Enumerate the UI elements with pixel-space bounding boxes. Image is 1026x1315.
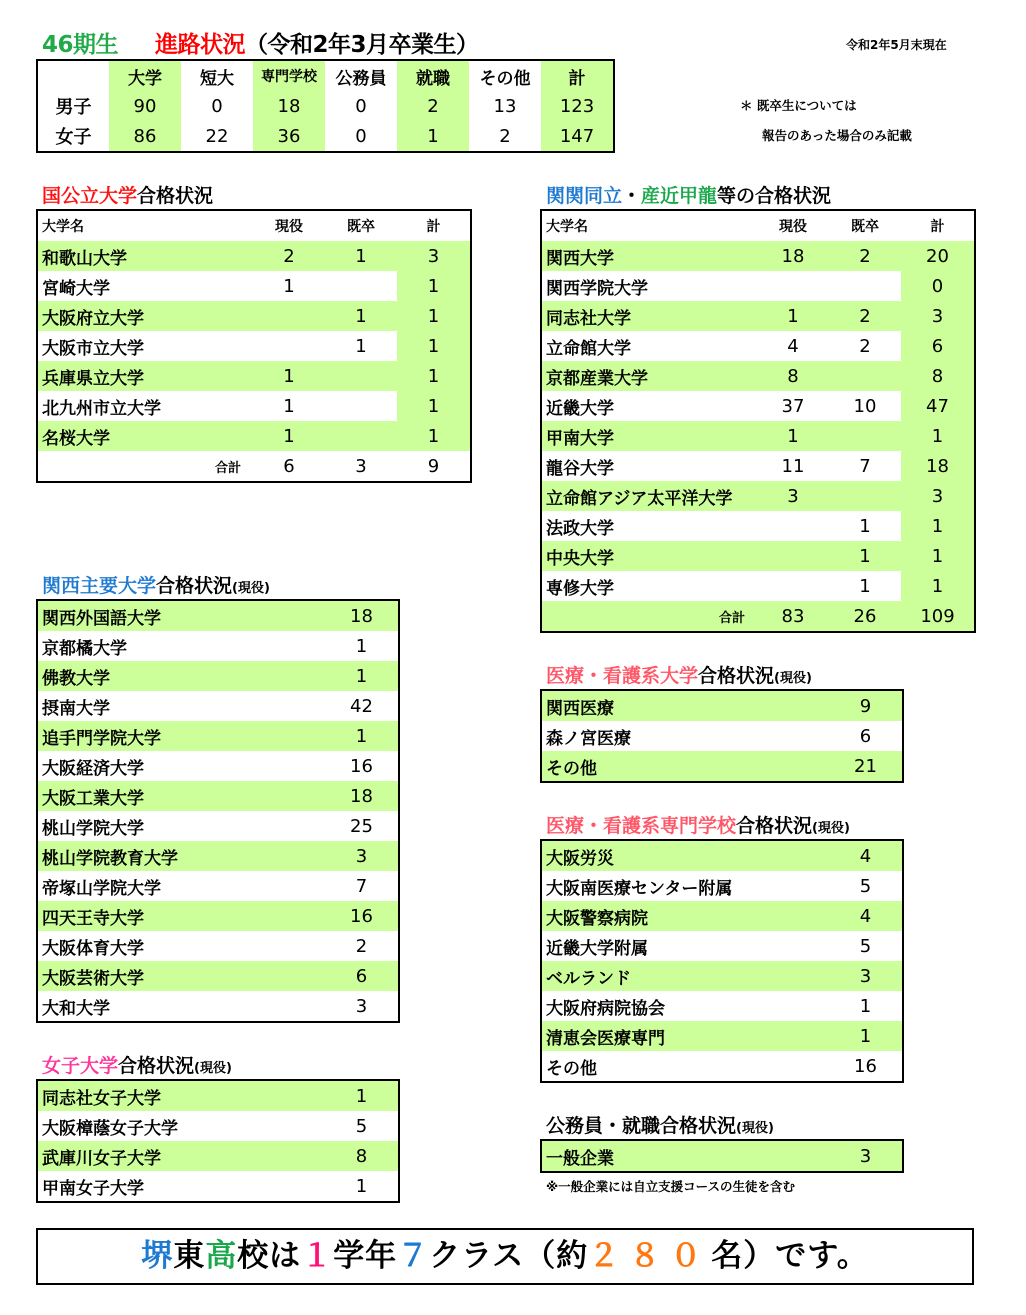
graduate-count [325, 391, 397, 421]
kansai-title-colored: 関西主要大学 [42, 575, 157, 597]
item-name: 佛教大学 [37, 661, 325, 691]
table-row [37, 241, 471, 271]
item-name: 同志社女子大学 [37, 1080, 325, 1111]
current-count [757, 511, 829, 541]
cell: 90 [109, 91, 181, 121]
item-count: 1 [829, 1021, 903, 1051]
current-count [253, 331, 325, 361]
item-count: 1 [859, 995, 872, 1017]
item-name: 摂南大学 [42, 698, 110, 719]
item-name: その他 [546, 1058, 597, 1079]
graduate-note-line2: 報告のあった場合のみ記載 [762, 128, 912, 143]
employment-title-sub: (現役) [736, 1121, 774, 1136]
current-count: 1 [283, 275, 295, 297]
university-name: 和歌山大学 [37, 241, 253, 271]
graduate-count [829, 481, 901, 511]
footer-class-count: ７ [397, 1238, 430, 1274]
university-name: 法政大学 [546, 518, 614, 539]
university-name: 専修大学 [546, 578, 614, 599]
item-count: 1 [355, 1175, 368, 1197]
university-name: 関西学院大学 [546, 278, 648, 299]
university-name: 名桜大学 [37, 421, 253, 451]
table-row [541, 481, 975, 511]
item-count: 1 [355, 635, 368, 657]
item-count: 9 [829, 690, 903, 721]
table-row [541, 331, 975, 361]
footer-text: 高 [205, 1238, 238, 1274]
current-count: 1 [253, 361, 325, 391]
medical-univ-table [540, 689, 904, 783]
item-count: 2 [355, 935, 368, 957]
graduate-count: 2 [829, 241, 901, 271]
total-count: 1 [901, 571, 975, 601]
kankan-title-green: 産近甲龍 [641, 185, 718, 207]
item-name: 関西外国語大学 [37, 600, 325, 631]
current-count: 18 [757, 241, 829, 271]
total-count: 0 [901, 271, 975, 301]
table-row [37, 1141, 399, 1171]
table-row [541, 1021, 903, 1051]
total-graduate: 3 [355, 455, 367, 477]
employment-table [540, 1139, 904, 1173]
university-name: 関西大学 [541, 241, 757, 271]
footer-text: 堺 [141, 1238, 174, 1274]
table-row [541, 241, 975, 271]
table-row [37, 421, 471, 451]
table-row [37, 600, 399, 631]
university-name: 北九州市立大学 [42, 398, 161, 419]
graduate-count: 7 [859, 455, 871, 477]
grand-total: 9 [427, 455, 440, 477]
kansai-title-rest: 合格状況 [156, 575, 233, 597]
graduate-count: 2 [829, 301, 901, 331]
table-row [541, 571, 975, 601]
item-count: 1 [325, 1080, 399, 1111]
as-of-date: 令和2年5月末現在 [846, 38, 947, 52]
medical-univ-title-sub: (現役) [774, 671, 812, 686]
current-count: 3 [757, 481, 829, 511]
item-count: 8 [325, 1141, 399, 1171]
current-count: 1 [253, 421, 325, 451]
item-name: 大和大学 [42, 998, 110, 1019]
medical-school-section-title [546, 814, 850, 841]
col-total: 計 [541, 60, 614, 91]
table-row [37, 751, 399, 781]
medical-univ-section-title [546, 664, 812, 691]
kansai-major-table [36, 599, 400, 1023]
footer-text: 校は [237, 1238, 302, 1274]
total-count: 1 [901, 421, 975, 451]
item-name: 大阪体育大学 [42, 938, 144, 959]
university-name: 立命館アジア太平洋大学 [541, 481, 757, 511]
table-row [37, 1080, 399, 1111]
total-count: 1 [397, 421, 471, 451]
graduate-count [325, 421, 397, 451]
col-junior-college: 短大 [200, 68, 234, 89]
item-count: 16 [325, 901, 399, 931]
current-count: 8 [757, 361, 829, 391]
total-count: 1 [397, 331, 471, 361]
table-row [541, 391, 975, 421]
table-row [541, 421, 975, 451]
cell: 18 [253, 91, 325, 121]
item-name: 甲南女子大学 [42, 1178, 144, 1199]
national-table [36, 209, 472, 483]
header-graduate: 既卒 [851, 219, 879, 235]
item-count: 5 [859, 875, 872, 897]
total-label: 合計 [541, 601, 757, 632]
footer-text: 学年 [333, 1238, 398, 1274]
total-count: 1 [397, 361, 471, 391]
table-row [541, 961, 903, 991]
item-name: 武庫川女子大学 [37, 1141, 325, 1171]
item-count: 3 [829, 1140, 903, 1172]
header-name: 大学名 [42, 219, 84, 235]
current-count: 1 [757, 301, 829, 331]
total-count: 6 [901, 331, 975, 361]
item-name: 森ノ宮医療 [546, 728, 631, 749]
item-name: 大阪府病院協会 [546, 998, 665, 1019]
table-row [541, 361, 975, 391]
table-row [37, 661, 399, 691]
row-label: 男子 [55, 97, 92, 118]
kankan-title-sep: ・ [622, 185, 642, 207]
kansai-major-section-title [42, 574, 270, 601]
cell: 2 [499, 125, 511, 147]
table-row [37, 1111, 399, 1141]
title-sub: （令和2年3月卒業生） [245, 32, 479, 58]
medical-school-table [540, 839, 904, 1083]
table-row [37, 961, 399, 991]
national-title-rest: 合格状況 [137, 185, 214, 207]
table-row [37, 301, 471, 331]
table-row [541, 931, 903, 961]
graduate-count: 2 [859, 335, 871, 357]
womens-title-sub: (現役) [194, 1061, 232, 1076]
table-row [37, 781, 399, 811]
cell: 0 [211, 95, 223, 117]
item-name: 大阪南医療センター附属 [546, 878, 733, 899]
item-count: 3 [325, 841, 399, 871]
table-row [37, 931, 399, 961]
item-name: その他 [541, 751, 829, 782]
item-name: 京都橘大学 [42, 638, 127, 659]
cell: 147 [541, 121, 614, 152]
cohort-label: 46期生 [42, 32, 119, 58]
item-name: 関西医療 [541, 690, 829, 721]
total-count: 3 [397, 241, 471, 271]
total-count: 1 [901, 541, 975, 571]
kankan-title-rest: 等の合格状況 [717, 185, 832, 207]
col-employment: 就職 [397, 60, 469, 91]
total-row [37, 451, 471, 482]
university-name: 宮崎大学 [42, 278, 110, 299]
item-name: 追手門学院大学 [37, 721, 325, 751]
table-row [541, 271, 975, 301]
kankan-table [540, 209, 976, 633]
table-row [541, 690, 903, 721]
current-count: 2 [253, 241, 325, 271]
item-name: 桃山学院教育大学 [37, 841, 325, 871]
cell: 0 [355, 125, 367, 147]
university-name: 甲南大学 [541, 421, 757, 451]
summary-header-row [37, 60, 614, 91]
header-total: 計 [930, 219, 945, 235]
graduate-count [829, 361, 901, 391]
table-row [37, 271, 471, 301]
item-name: 大阪樟蔭女子大学 [42, 1118, 178, 1139]
row-label: 女子 [55, 127, 92, 148]
total-count: 1 [397, 391, 471, 421]
total-label: 合計 [214, 460, 241, 476]
graduate-count [829, 421, 901, 451]
medical-univ-title-rest: 合格状況 [698, 665, 775, 687]
total-count: 18 [901, 451, 975, 481]
footer-student-count: ２８０ [588, 1238, 712, 1274]
col-other: その他 [479, 68, 531, 89]
medical-school-title-sub: (現役) [812, 821, 850, 836]
item-count: 1 [325, 661, 399, 691]
table-row [37, 991, 399, 1022]
kankan-section-title [546, 184, 831, 208]
item-count: 42 [350, 695, 373, 717]
item-name: 一般企業 [541, 1140, 829, 1172]
table-row [541, 1051, 903, 1082]
col-university: 大学 [109, 60, 181, 91]
graduate-count: 1 [355, 335, 367, 357]
graduate-count [829, 271, 901, 301]
table-row [37, 691, 399, 721]
table-row [541, 901, 903, 931]
university-name: 京都産業大学 [541, 361, 757, 391]
table-row [37, 631, 399, 661]
item-name: 桃山学院大学 [42, 818, 144, 839]
medical-univ-title-colored: 医療・看護系大学 [546, 665, 699, 687]
item-count: 16 [350, 755, 373, 777]
total-current: 6 [283, 455, 295, 477]
total-count: 3 [901, 301, 975, 331]
graduate-count: 10 [853, 395, 877, 417]
kansai-title-sub: (現役) [232, 581, 270, 596]
item-name: 四天王寺大学 [37, 901, 325, 931]
item-count: 4 [829, 840, 903, 871]
total-count: 8 [901, 361, 975, 391]
item-count: 3 [829, 961, 903, 991]
graduate-count [325, 271, 397, 301]
kankan-title-blue: 関関同立 [546, 185, 623, 207]
item-name: 大阪警察病院 [541, 901, 829, 931]
total-graduate: 26 [829, 601, 901, 632]
total-count: 47 [901, 391, 975, 421]
total-count: 1 [901, 511, 975, 541]
womens-table [36, 1079, 400, 1203]
current-count [757, 271, 829, 301]
table-row [37, 331, 471, 361]
footer-grade-number: １ [301, 1238, 334, 1274]
item-count: 18 [325, 781, 399, 811]
cell: 86 [109, 121, 181, 152]
table-row [37, 901, 399, 931]
footer-text: 東 [173, 1238, 206, 1274]
graduate-count: 1 [859, 575, 871, 597]
footer-text: 名）です。 [711, 1238, 869, 1274]
womens-title-colored: 女子大学 [42, 1055, 119, 1077]
university-name: 大阪市立大学 [42, 338, 144, 359]
total-current: 83 [757, 601, 829, 632]
national-section-title [42, 184, 213, 208]
header-current: 現役 [779, 219, 807, 235]
medical-school-title-rest: 合格状況 [736, 815, 813, 837]
total-count: 3 [901, 481, 975, 511]
item-name: 大阪芸術大学 [37, 961, 325, 991]
table-row [541, 451, 975, 481]
graduate-count: 1 [325, 301, 397, 331]
university-name: 近畿大学 [546, 398, 614, 419]
item-count: 18 [325, 600, 399, 631]
national-title-colored: 国公立大学 [42, 185, 138, 207]
corner-cell [37, 60, 109, 91]
item-count: 6 [325, 961, 399, 991]
graduate-count [325, 361, 397, 391]
table-row [541, 541, 975, 571]
employment-note: ※一般企業には自立支援コースの生徒を含む [546, 1179, 796, 1194]
grand-total: 109 [901, 601, 975, 632]
table-row [541, 511, 975, 541]
header-graduate: 既卒 [347, 219, 375, 235]
employment-section-title [546, 1114, 774, 1141]
table-row [37, 1171, 399, 1202]
header-current: 現役 [275, 219, 303, 235]
employment-title: 公務員・就職合格状況 [546, 1115, 737, 1137]
table-row [541, 840, 903, 871]
summary-table [36, 59, 615, 153]
item-count: 25 [350, 815, 373, 837]
cell: 13 [493, 95, 517, 117]
table-row [541, 1140, 903, 1172]
cell: 36 [253, 121, 325, 152]
title-main: 進路状況 [155, 32, 246, 58]
current-count [757, 571, 829, 601]
item-name: 清恵会医療専門 [541, 1021, 829, 1051]
current-count [253, 301, 325, 331]
col-vocational: 専門学校 [253, 60, 325, 91]
cell: 1 [397, 121, 469, 152]
table-row [37, 811, 399, 841]
medical-school-title-colored: 医療・看護系専門学校 [546, 815, 737, 837]
item-name: 大阪労災 [541, 840, 829, 871]
header-row [541, 210, 975, 241]
footer-banner [36, 1228, 974, 1285]
item-count: 4 [829, 901, 903, 931]
total-count: 1 [397, 301, 471, 331]
item-count: 5 [859, 935, 872, 957]
current-count: 11 [781, 455, 805, 477]
current-count [757, 541, 829, 571]
header-row [37, 210, 471, 241]
current-count: 1 [283, 395, 295, 417]
cell: 0 [355, 95, 367, 117]
table-row [541, 301, 975, 331]
current-count: 37 [781, 395, 805, 417]
table-row [37, 871, 399, 901]
table-row [541, 871, 903, 901]
total-count: 1 [397, 271, 471, 301]
item-name: 大阪経済大学 [42, 758, 144, 779]
item-name: 大阪工業大学 [37, 781, 325, 811]
table-row [37, 841, 399, 871]
womens-title-rest: 合格状況 [118, 1055, 195, 1077]
university-name: 中央大学 [541, 541, 757, 571]
current-count: 4 [787, 335, 799, 357]
graduate-count: 1 [325, 241, 397, 271]
table-row [37, 721, 399, 751]
header-total: 計 [426, 219, 441, 235]
item-count: 3 [355, 995, 368, 1017]
total-count: 20 [901, 241, 975, 271]
graduate-count: 1 [829, 541, 901, 571]
page-title [42, 29, 479, 61]
col-civil-service: 公務員 [335, 68, 387, 89]
item-name: ベルランド [541, 961, 829, 991]
total-row [541, 601, 975, 632]
womens-section-title [42, 1054, 232, 1081]
item-count: 16 [854, 1055, 877, 1077]
cell: 2 [397, 91, 469, 121]
item-name: 帝塚山学院大学 [42, 878, 161, 899]
item-count: 6 [859, 725, 872, 747]
university-name: 同志社大学 [541, 301, 757, 331]
item-name: 近畿大学附属 [546, 938, 648, 959]
current-count: 1 [757, 421, 829, 451]
university-name: 龍谷大学 [546, 458, 614, 479]
summary-row-male [37, 91, 614, 121]
summary-row-female [37, 121, 614, 152]
graduate-note-line1: ＊ 既卒生については [740, 98, 857, 113]
cell: 22 [205, 125, 229, 147]
cell: 123 [541, 91, 614, 121]
table-row [37, 361, 471, 391]
table-row [541, 991, 903, 1021]
table-row [37, 391, 471, 421]
table-row [541, 721, 903, 751]
footer-text: クラス（約 [429, 1238, 589, 1274]
item-count: 1 [325, 721, 399, 751]
university-name: 兵庫県立大学 [37, 361, 253, 391]
header-name: 大学名 [546, 219, 588, 235]
table-row [541, 751, 903, 782]
graduate-count: 1 [859, 515, 871, 537]
item-count: 7 [355, 875, 368, 897]
university-name: 大阪府立大学 [37, 301, 253, 331]
item-count: 21 [829, 751, 903, 782]
university-name: 立命館大学 [546, 338, 631, 359]
item-count: 5 [355, 1115, 368, 1137]
